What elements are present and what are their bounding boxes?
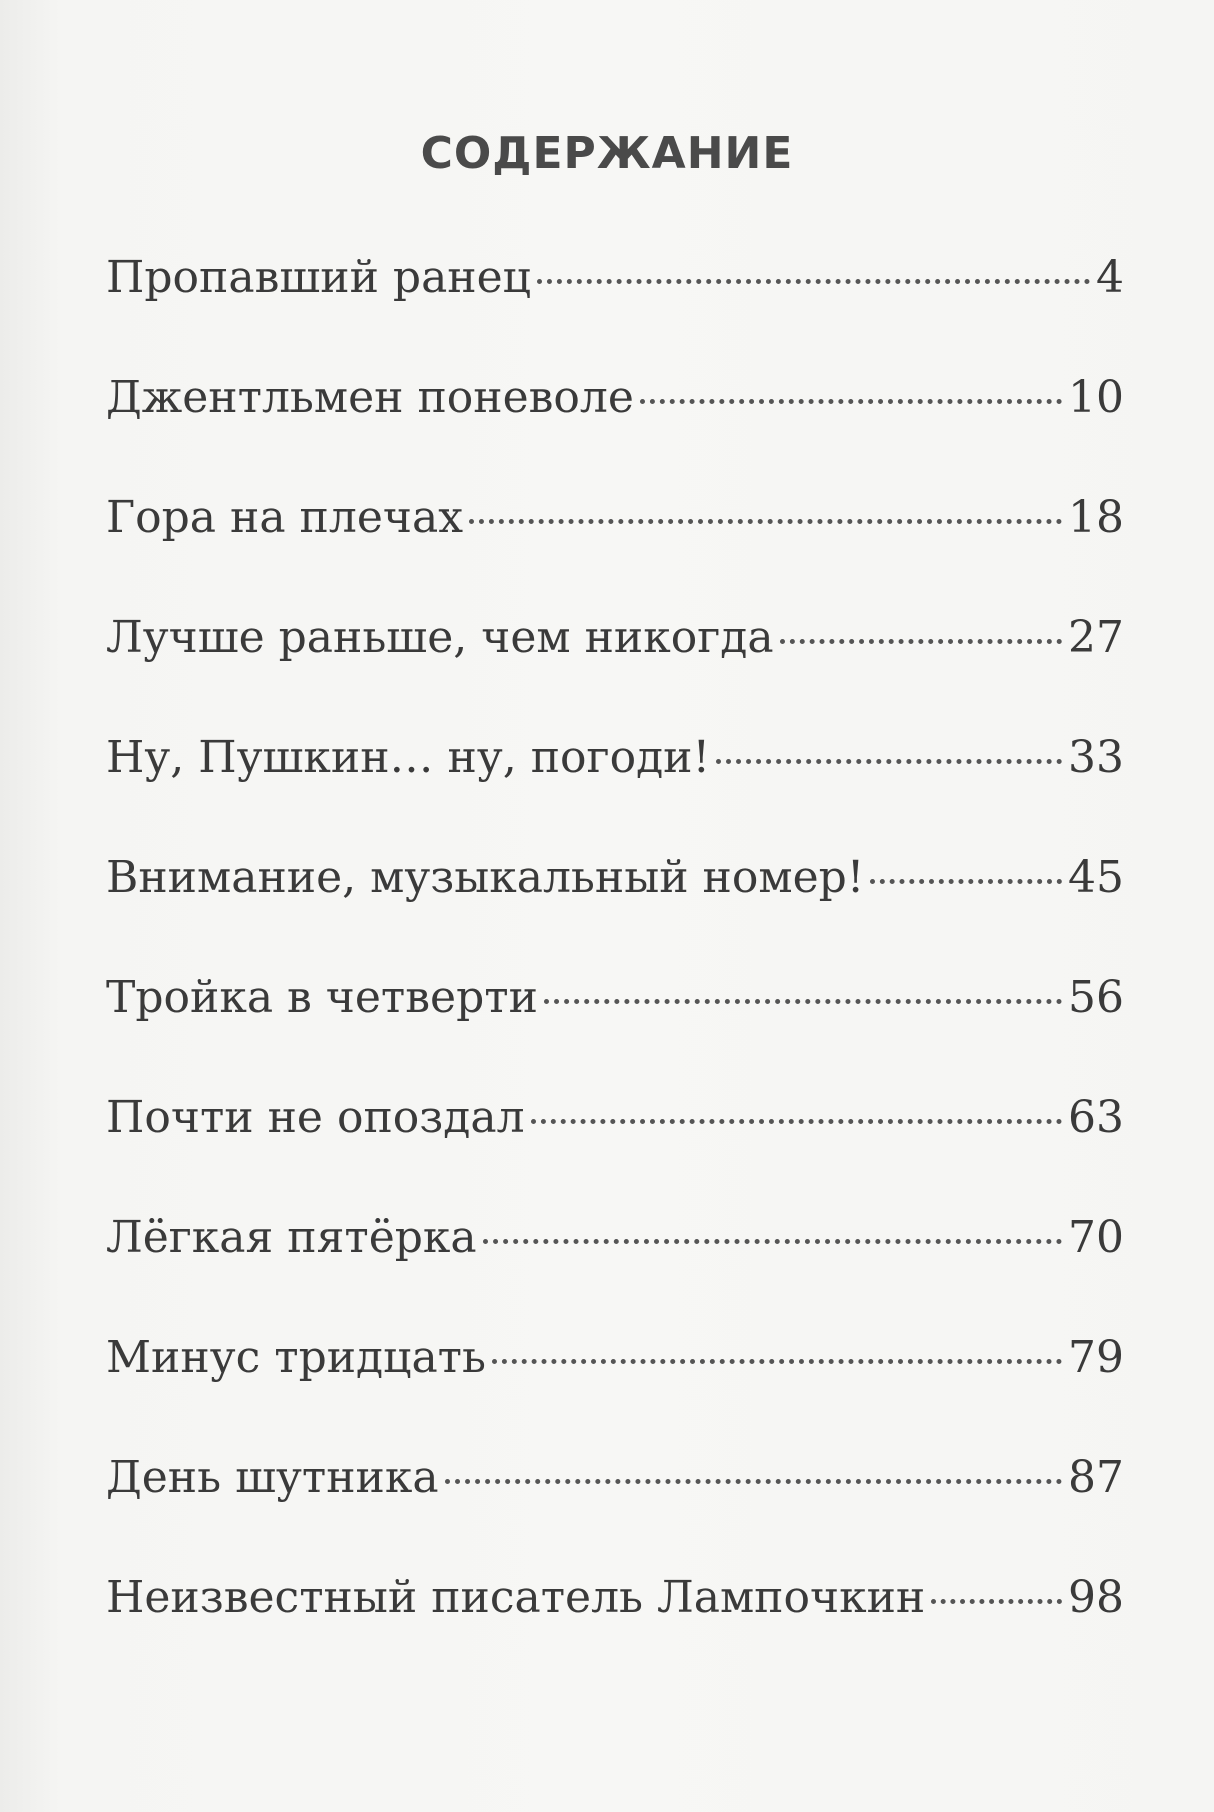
- toc-entry-title: День шутника: [106, 1452, 439, 1503]
- toc-entry-title: Лёгкая пятёрка: [106, 1212, 477, 1263]
- toc-page-number: 56: [1068, 972, 1124, 1023]
- toc-entry: [106, 1088, 1124, 1208]
- toc-entry-title: Внимание, музыкальный номер!: [106, 852, 865, 903]
- dot-leader: [492, 1359, 1062, 1364]
- page-title: СОДЕРЖАНИЕ: [420, 128, 794, 179]
- dot-leader: [780, 639, 1062, 644]
- toc-entry: [106, 368, 1124, 488]
- toc-entry-title: Джентльмен поневоле: [106, 372, 634, 423]
- toc-entry-title: Тройка в четверти: [106, 972, 538, 1023]
- dot-leader: [870, 879, 1062, 884]
- dot-leader: [640, 399, 1062, 404]
- toc-page-number: 27: [1068, 612, 1124, 663]
- toc-entry-title: Минус тридцать: [106, 1332, 486, 1383]
- dot-leader: [469, 519, 1062, 524]
- toc-entry-title: Ну, Пушкин… ну, погоди!: [106, 732, 711, 783]
- toc-page-number: 98: [1068, 1572, 1124, 1623]
- toc-entry-title: Пропавший ранец: [106, 252, 531, 303]
- toc-page-number: 70: [1068, 1212, 1124, 1263]
- toc-page-number: 79: [1068, 1332, 1124, 1383]
- dot-leader: [483, 1239, 1062, 1244]
- toc-entry: [106, 248, 1124, 368]
- dot-leader: [716, 759, 1062, 764]
- toc-page-number: 10: [1068, 372, 1124, 423]
- dot-leader: [537, 279, 1090, 284]
- dot-leader: [544, 999, 1062, 1004]
- toc-entry-title: Лучше раньше, чем никогда: [106, 612, 774, 663]
- toc-entry: [106, 848, 1124, 968]
- toc-entry-title: Почти не опоздал: [106, 1092, 525, 1143]
- table-of-contents: [106, 248, 1124, 1688]
- toc-entry-title: Гора на плечах: [106, 492, 464, 543]
- toc-entry: [106, 1448, 1124, 1568]
- toc-entry: [106, 1568, 1124, 1688]
- dot-leader: [531, 1119, 1062, 1124]
- toc-page-number: 45: [1068, 852, 1124, 903]
- toc-entry: [106, 608, 1124, 728]
- toc-entry: [106, 1208, 1124, 1328]
- toc-page-number: 33: [1068, 732, 1124, 783]
- toc-entry: [106, 1328, 1124, 1448]
- toc-entry: [106, 728, 1124, 848]
- toc-entry: [106, 968, 1124, 1088]
- toc-page-number: 63: [1068, 1092, 1124, 1143]
- toc-entry: [106, 488, 1124, 608]
- toc-entry-title: Неизвестный писатель Лампочкин: [106, 1572, 926, 1623]
- toc-page-number: 87: [1068, 1452, 1124, 1503]
- toc-page-number: 4: [1096, 252, 1124, 303]
- dot-leader: [445, 1479, 1062, 1484]
- toc-page-number: 18: [1068, 492, 1124, 543]
- dot-leader: [931, 1599, 1062, 1604]
